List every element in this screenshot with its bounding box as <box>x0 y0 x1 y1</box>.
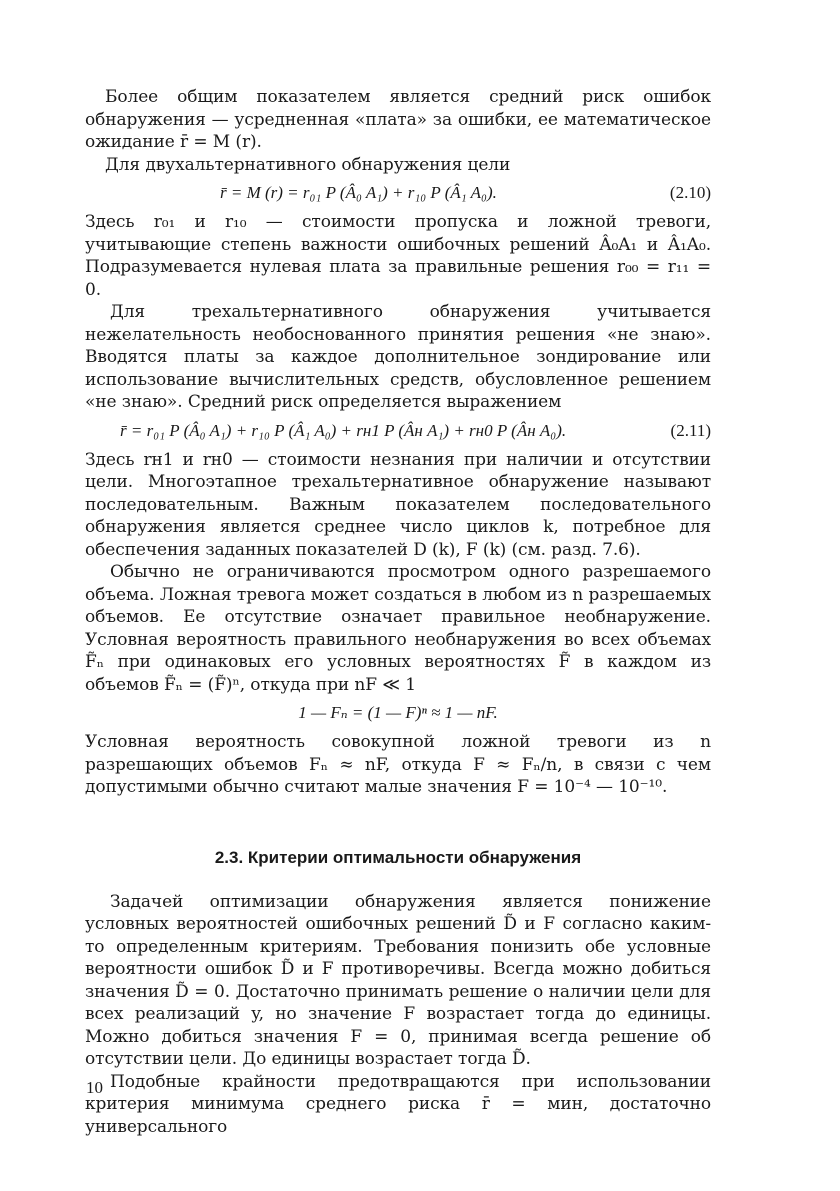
paragraph-8: Задачей оптимизации обнаружения является понижение условных вероятностей ошибочных решений D̃ и F согласно каким-то определенным критериям. Требования понизить обе условные вероятности ошибок D̃ и F противоречивы. Всегда можно добиться значения D̃ = 0. Достаточно принимать решение о наличии цели для всех реализаций y, но значение F возрастает тогда до единицы. Можно добиться значения F = 0, принимая всегда решение об отсутствии цели. До единицы возрастает тогда D̃. <box>85 891 711 1069</box>
equation-fn-body: 1 — Fₙ = (1 — F)ⁿ ≈ 1 — nF. <box>298 703 498 722</box>
paragraph-7: Условная вероятность совокупной ложной тревоги из n разрешающих объемов Fₙ ≈ nF, откуда F ≈ Fₙ/n, в связи с чем допустимыми обычно считают малые значения F = 10⁻⁴ — 10⁻¹⁰. <box>85 732 711 797</box>
equation-2-11-number: (2.11) <box>670 420 711 440</box>
equation-2-10-body: r̄ = M (r) = r₀₁ P (Â₀ A₁) + r₁₀ P (Â₁ A₀). <box>220 183 497 202</box>
equation-2-11-body: r̄ = r₀₁ P (Â₀ A₁) + r₁₀ P (Â₁ A₀) + rн1 P (Âн A₁) + rн0 P (Âн A₀). <box>120 420 567 440</box>
paragraph-9: Подобные крайности предотвращаются при использовании критерия минимума среднего риска r̄ = мин, достаточно универсального <box>85 1071 711 1137</box>
paragraph-2: Для двухальтернативного обнаружения цели <box>105 154 511 175</box>
equation-2-11 <box>85 418 711 444</box>
paragraph-6: Обычно не ограничиваются просмотром одного разрешаемого объема. Ложная тревога может создаться в любом из n разрешаемых объемов. Ее отсутствие означает правильное необнаружение. Условная вероятность правильного необнаружения во всех объемах F̃ₙ при одинаковых его условных вероятностях F̃ в каждом из объемов F̃ₙ = (F̃)ⁿ, откуда при nF ≪ 1 <box>85 562 711 695</box>
paragraph-1: Более общим показателем является средний риск ошибок обнаружения — усредненная «плата» за ошибки, ее математическое ожидание r̄ = M (r). <box>85 87 711 152</box>
paragraph-4: Для трехальтернативного обнаружения учитывается нежелательность необоснованного принятия решения «не знаю». Вводятся платы за каждое дополнительное зондирование или использование вычислительных средств, обусловленное решением «не знаю». Средний риск определяется выражением <box>85 302 711 412</box>
paragraph-5: Здесь rн1 и rн0 — стоимости незнания при наличии и отсутствии цели. Многоэтапное трехальтернативное обнаружение называют последовательным. Важным показателем последовательного обнаружения является среднее число циклов k, потребное для обеспечения заданных показателей D (k), F (k) (см. разд. 7.6). <box>85 449 711 560</box>
equation-2-10 <box>85 180 711 206</box>
equation-fn <box>85 700 711 726</box>
page-content <box>85 86 711 1138</box>
page-number: 10 <box>86 1078 103 1097</box>
equation-2-10-number: (2.10) <box>669 183 711 202</box>
paragraph-3: Здесь r₀₁ и r₁₀ — стоимости пропуска и ложной тревоги, учитывающие степень важности ошибочных решений Â₀A₁ и Â₁A₀. Подразумевается нулевая плата за правильные решения r₀₀ = r₁₁ = 0. <box>85 212 711 300</box>
section-heading: 2.3. Критерии оптимальности обнаружения <box>214 847 582 867</box>
